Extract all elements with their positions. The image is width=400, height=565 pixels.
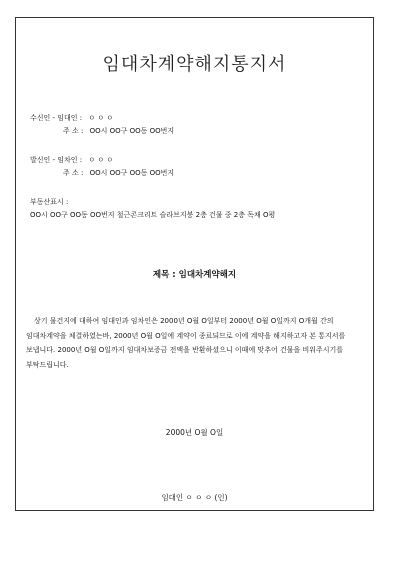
property-description: OO시 OO구 OO동 OO번지 철근콘크리트 슬라브지붕 2층 건물 중 2층 독채 O평 xyxy=(30,211,276,219)
recipient-address: OO시 OO구 OO동 OO번지 xyxy=(89,127,175,135)
sender-address-label: 주 소 : xyxy=(63,169,84,177)
subject-line: 제목 : 임대차계약해지 xyxy=(152,270,237,280)
body-text xyxy=(26,314,366,372)
sender-address-line xyxy=(63,169,174,178)
body-line: 부탁드립니다. xyxy=(26,360,69,369)
recipient-address-line xyxy=(63,127,174,136)
document-page xyxy=(15,17,374,511)
recipient-label: 수신인 - 임대인 : xyxy=(30,114,83,122)
sender-line xyxy=(30,156,113,165)
property-label: 부동산표시 : xyxy=(30,198,69,206)
document-title: 임대차계약해지통지서 xyxy=(102,54,287,75)
recipient-name: ㅇ ㅇ ㅇ xyxy=(88,114,114,122)
recipient-address-label: 주 소 : xyxy=(63,127,84,135)
sender-address: OO시 OO구 OO동 OO번지 xyxy=(89,169,175,177)
sender-name: ㅇ ㅇ ㅇ xyxy=(88,156,114,164)
signature-line: 임대인 ㅇ ㅇ ㅇ (인) xyxy=(161,493,228,502)
body-line: 보냅니다. 2000년 O월 O일까지 임대차보증금 전액을 반환하셨으니 이때에 맞추어 건물을 비워주시기를 xyxy=(26,346,344,354)
body-line: 임대차계약을 체결하였는바, 2000년 O월 O일에 계약이 종료되므로 이에 계약을 해지하고자 본 통지서를 xyxy=(26,331,346,340)
body-line: 상기 물건지에 대하여 임대인과 임차인은 2000년 O월 O일부터 2000년 O월 O일까지 O개월 간의 xyxy=(34,317,334,325)
sender-label: 발신인 - 임차인 : xyxy=(30,156,83,164)
recipient-line xyxy=(30,114,113,123)
document-date: 2000년 O월 O일 xyxy=(165,428,224,437)
